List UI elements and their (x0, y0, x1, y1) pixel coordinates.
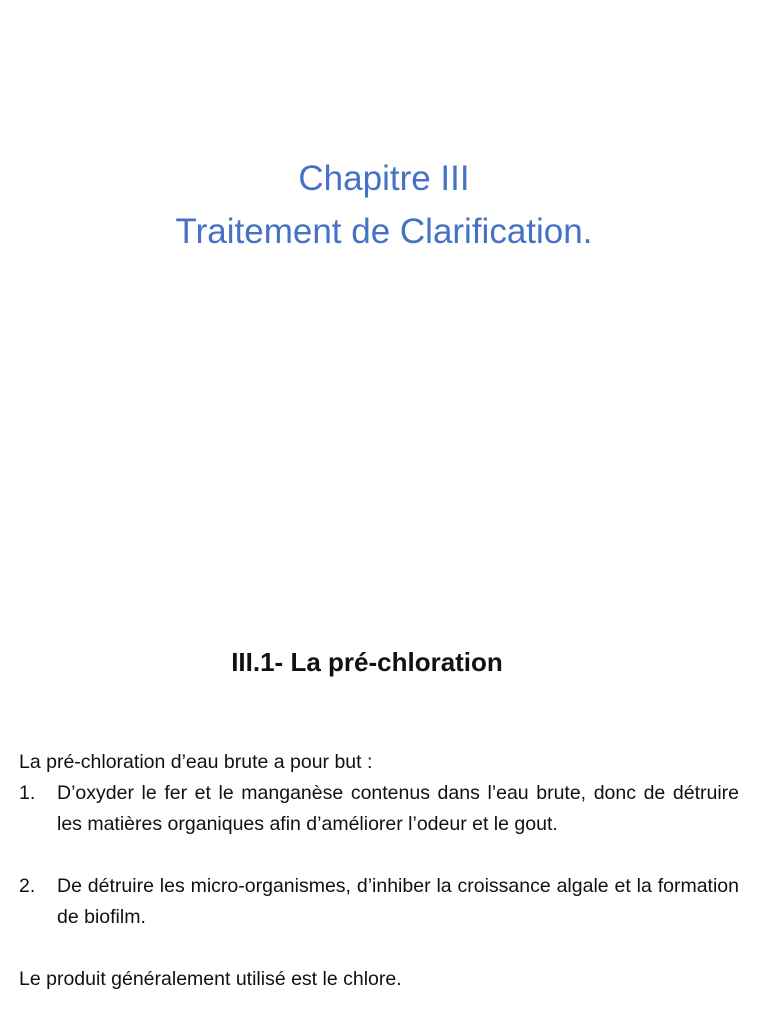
intro-paragraph: La pré-chloration d’eau brute a pour but : (19, 751, 373, 773)
list-item-text: D’oxyder le fer et le manganèse contenus dans l’eau brute, donc de détruire les matières organiques afin d’améliorer l’odeur et le gout. (57, 782, 739, 835)
chapter-name: Traitement de Clarification. (175, 212, 593, 251)
list-item-number: 2. (19, 875, 36, 897)
conclusion-paragraph: Le produit généralement utilisé est le chlore. (19, 968, 402, 990)
chapter-title (0, 152, 768, 258)
list-item-number: 1. (19, 782, 36, 804)
list-item (19, 778, 739, 840)
list-item (19, 871, 739, 933)
spacer (19, 933, 739, 964)
spacer (19, 840, 739, 871)
chapter-number: Chapitre III (298, 159, 470, 198)
section-heading: III.1- La pré-chloration (231, 647, 503, 677)
list-item-text: De détruire les micro-organismes, d’inhiber la croissance algale et la formation de biofilm. (57, 875, 739, 928)
body-text (19, 747, 739, 995)
